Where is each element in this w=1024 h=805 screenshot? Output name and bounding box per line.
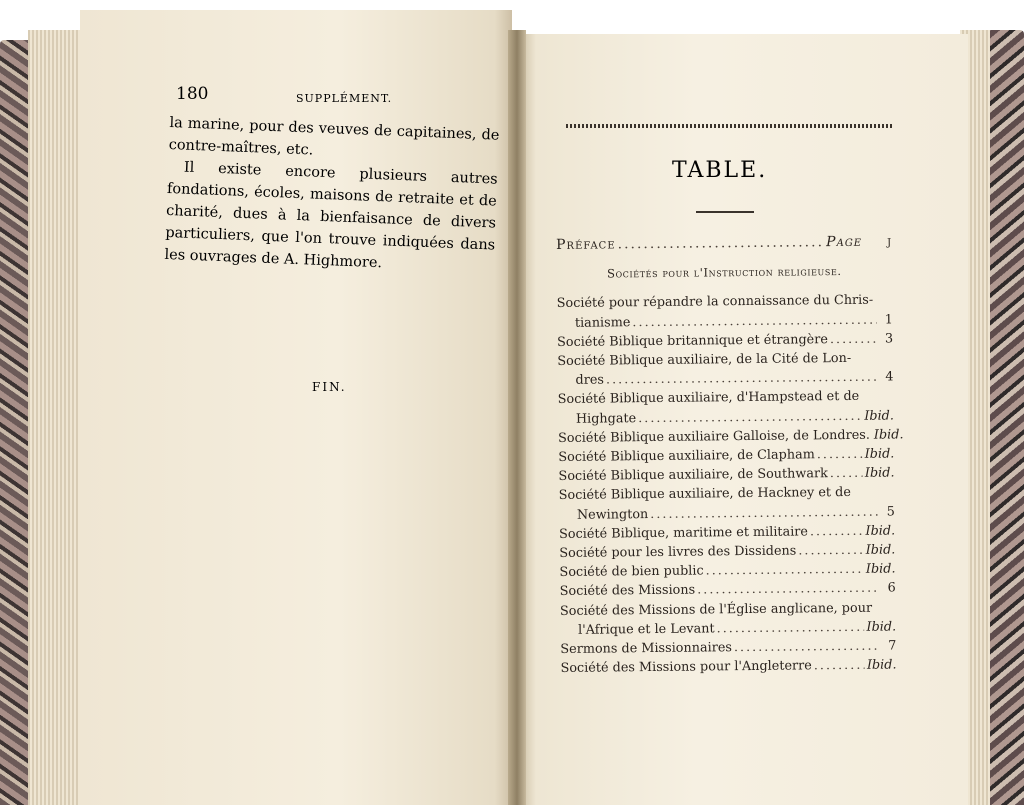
toc-entry-text: dres	[575, 372, 605, 389]
dot-leader	[650, 502, 879, 524]
page-ref: Ibid.	[864, 446, 895, 462]
dot-leader	[810, 522, 864, 542]
toc-entry-text: tianisme	[574, 314, 631, 331]
dot-leader	[697, 579, 880, 600]
toc-entry-line: Société des Missions de l'Église anglicane, pour	[559, 600, 873, 619]
page-number: 180	[176, 84, 209, 104]
toc-entry-line: Société Biblique auxiliaire, de Hackney et de	[558, 485, 851, 504]
toc-entry	[560, 656, 896, 679]
page-ref: Ibid.	[864, 465, 895, 482]
toc-entry-text: Société Biblique auxiliaire Galloise, de Londres.	[558, 427, 870, 446]
page-ref: 1	[884, 312, 893, 328]
toc-entry-line: Société pour répandre la connaissance du Chris-	[556, 293, 874, 312]
dot-leader	[814, 656, 865, 676]
dot-leader	[830, 464, 863, 484]
dot-leader	[830, 329, 877, 349]
page-ref: 4	[885, 369, 894, 385]
page-word: Page	[826, 233, 863, 251]
page-ref: Ibid.	[865, 542, 896, 558]
preface-label: Préface	[556, 236, 616, 253]
page-ref: Ibid.	[864, 408, 894, 424]
toc-entry	[557, 291, 893, 333]
page-ref: Ibid.	[866, 657, 897, 674]
toc-entry-text: Newington	[576, 506, 649, 523]
toc-entry-line: Société Biblique auxiliaire, d'Hampstead et de	[557, 389, 860, 408]
toc-entry	[558, 387, 894, 429]
book-gutter	[508, 30, 526, 805]
dot-leader	[617, 233, 824, 254]
toc-entry-text: Sermons de Missionnaires	[560, 640, 733, 658]
page-ref: 3	[884, 331, 894, 347]
page-ref: 6	[887, 580, 896, 597]
toc-entry-text: Société Biblique auxiliaire, de Southwark	[558, 466, 828, 485]
end-mark: FIN.	[312, 380, 347, 394]
paragraph: la marine, pour des veuves de capitaines, de contre-maîtres, etc.	[168, 114, 500, 159]
toc-entry-line	[560, 656, 896, 679]
toc-entry	[557, 348, 893, 390]
dot-leader	[798, 541, 864, 561]
paragraph: Il existe encore plusieurs autres fondations, écoles, maisons de retraite et de charité, dues à la bienfaisance de divers particuliers, que l'on trouve indiquées dans les ouvrages de A. Highmore.	[164, 159, 498, 272]
left-page-header	[176, 84, 496, 104]
toc-entry-text: Société pour les livres des Dissidens	[559, 543, 797, 562]
page-stack-left	[28, 30, 88, 805]
toc-entry	[559, 483, 895, 525]
dot-leader	[705, 560, 864, 581]
toc-entry-text: Highgate	[575, 410, 637, 427]
left-page-body	[164, 112, 500, 279]
page-ref: Ibid.	[865, 523, 896, 539]
divider	[696, 211, 754, 213]
page-ref: Ibid.	[873, 427, 904, 443]
dot-leader	[717, 618, 865, 639]
dot-leader	[632, 310, 877, 332]
page-title: TABLE.	[672, 158, 768, 183]
toc-entries	[556, 291, 904, 679]
table-of-contents	[556, 232, 904, 678]
section-heading: Sociétés pour l'Instruction religieuse.	[607, 264, 842, 281]
toc-entry	[560, 598, 896, 640]
toc-entry-text: Société des Missions pour l'Angleterre	[560, 658, 812, 677]
ornamental-rule	[566, 124, 892, 128]
dot-leader	[817, 445, 863, 465]
marbled-cover-right	[984, 30, 1024, 805]
page-ref: Ibid.	[865, 561, 896, 578]
toc-entry-text: l'Afrique et le Levant	[578, 621, 715, 638]
dot-leader	[638, 406, 862, 428]
toc-entry-line: Société Biblique auxiliaire, de la Cité de Lon-	[557, 350, 852, 370]
toc-preface	[556, 232, 892, 255]
page-ref: Ibid.	[866, 619, 897, 635]
toc-entry-text: Société de bien public	[559, 563, 704, 581]
toc-entry-text: Société des Missions	[559, 583, 696, 600]
page-ref: 5	[886, 504, 895, 520]
toc-entry-text: Société Biblique britannique et étrangère	[557, 331, 828, 350]
page-ref: 7	[888, 638, 897, 654]
dot-leader	[734, 637, 881, 658]
page-ref: j	[886, 233, 893, 250]
running-head: SUPPLÉMENT.	[296, 92, 393, 105]
toc-entry-text: Société Biblique, maritime et militaire	[559, 524, 809, 542]
toc-entry-text: Société Biblique auxiliaire, de Clapham	[558, 447, 815, 466]
